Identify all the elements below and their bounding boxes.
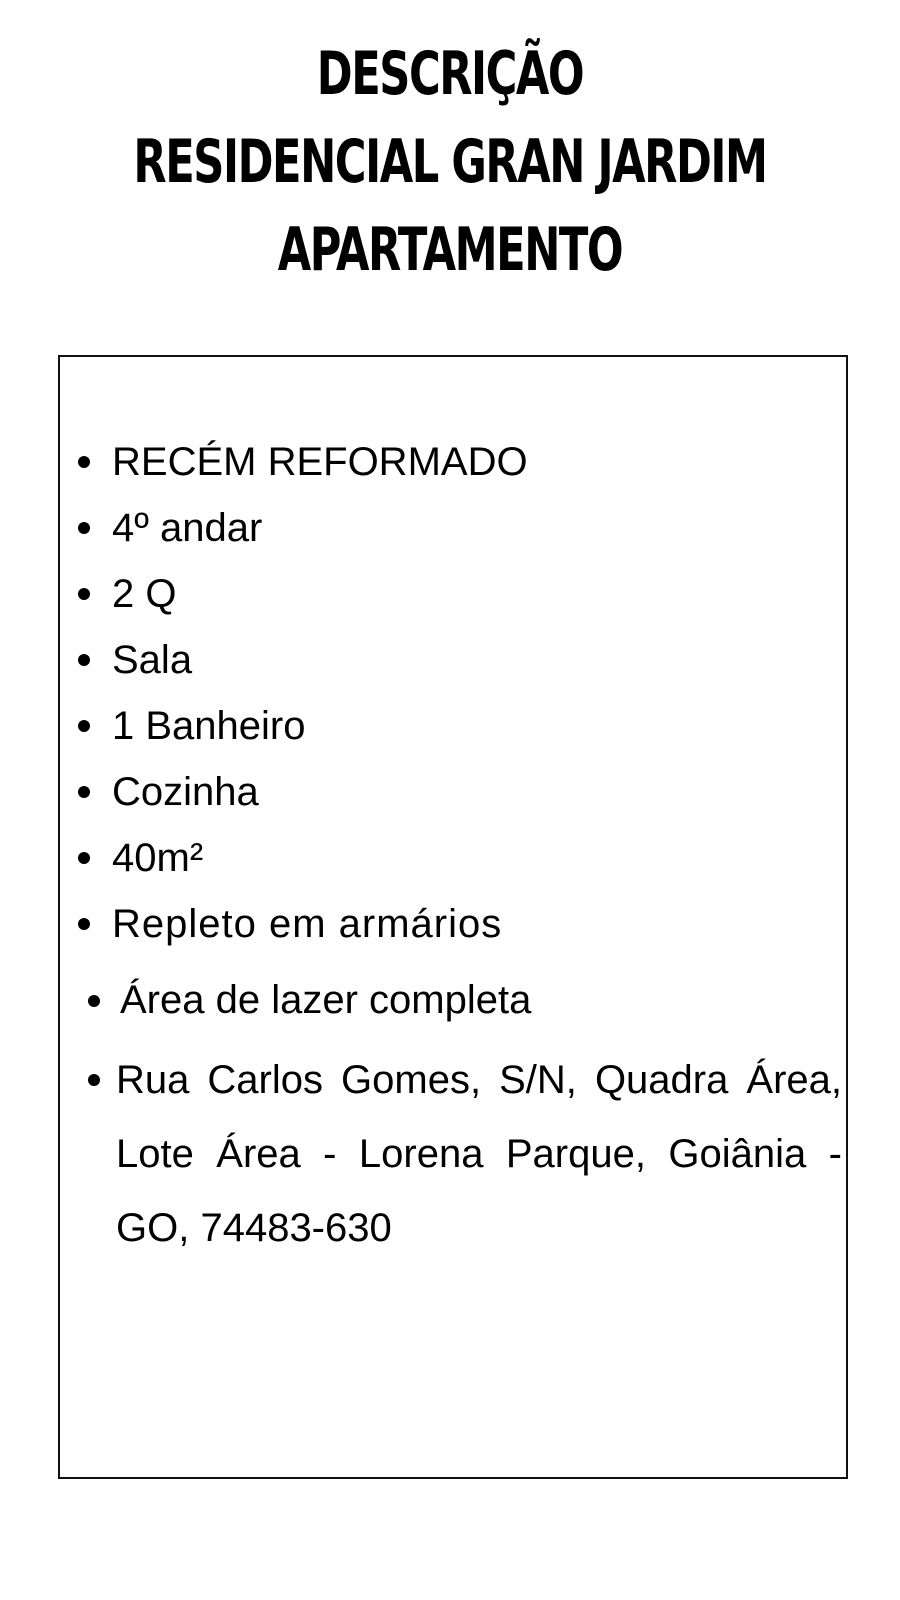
list-item [60,627,846,693]
bullet-icon [78,456,90,468]
header-title-apartment: APARTAMENTO [277,215,623,285]
bullet-icon [78,654,90,666]
address-text: Rua Carlos Gomes, S/N, Quadra Área, Lote Área - Lorena Parque, Goiânia - GO, 74483-630 [116,1058,842,1250]
list-item [60,561,846,627]
list-item-address [60,1043,846,1265]
description-box [58,355,848,1479]
list-item [60,967,846,1033]
list-item [60,759,846,825]
list-item-text: 4º andar [112,506,263,550]
bullet-icon [78,720,90,732]
header-title-description: DESCRIÇÃO [316,39,584,109]
bullet-icon [78,918,90,930]
list-item-text: 1 Banheiro [112,704,306,748]
bullet-icon [88,995,100,1007]
list-item-text: RECÉM REFORMADO [112,440,528,484]
list-item-text: Repleto em armários [112,902,503,946]
list-item-text: Cozinha [112,770,259,814]
feature-list [60,429,846,1265]
list-item-text: Área de lazer completa [120,978,532,1022]
bullet-icon [78,522,90,534]
list-item [60,825,846,891]
list-item-text: 40m² [112,836,204,880]
list-item-text: Sala [112,638,193,682]
list-item [60,891,846,957]
header-title-residential: RESIDENCIAL GRAN JARDIM [133,127,767,197]
list-item [60,429,846,495]
page-header [0,30,900,294]
bullet-icon [78,588,90,600]
list-item [60,693,846,759]
bullet-icon [78,786,90,798]
list-item [60,495,846,561]
bullet-icon [88,1074,100,1086]
bullet-icon [78,852,90,864]
list-item-text: 2 Q [112,572,177,616]
